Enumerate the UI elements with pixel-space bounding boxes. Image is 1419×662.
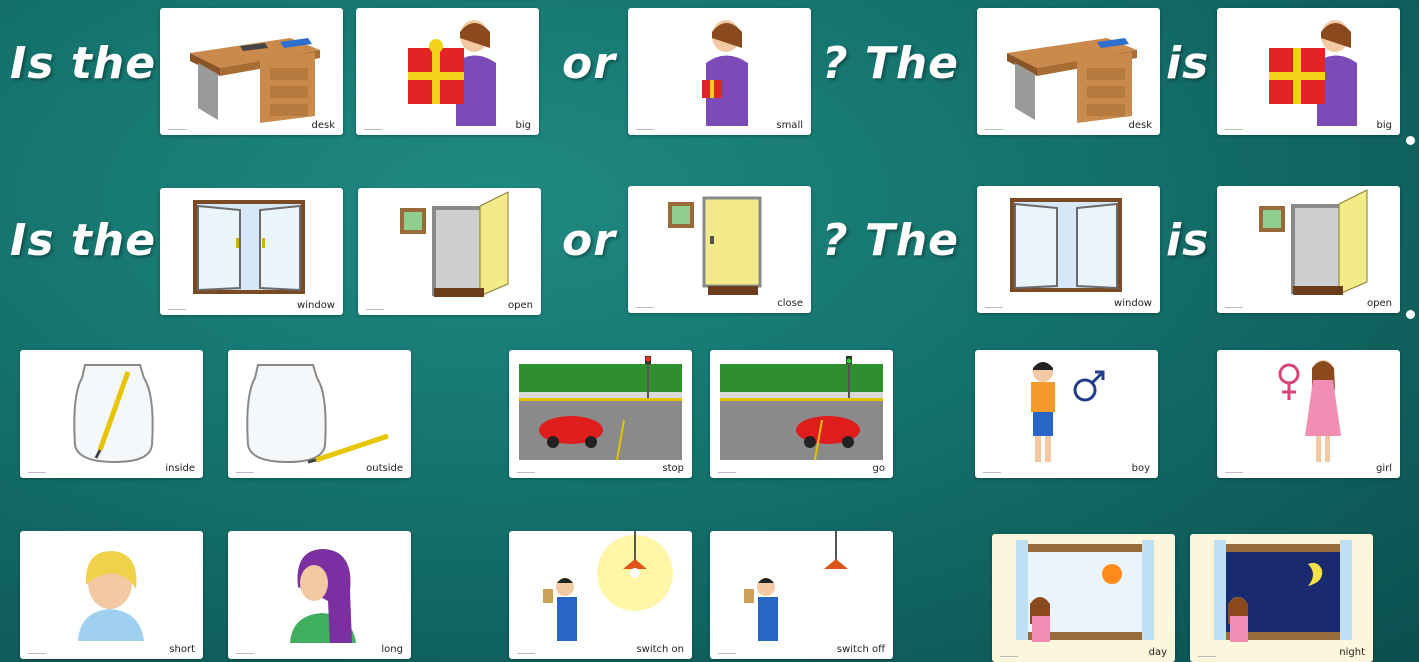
- card-close[interactable]: [628, 186, 811, 313]
- jar-outside-icon: [228, 350, 411, 478]
- card-caption: small: [776, 120, 803, 131]
- desk-icon: [160, 8, 343, 135]
- card-caption: inside: [165, 463, 195, 474]
- closed-door-icon: [628, 186, 811, 313]
- sentence2-or: or: [562, 215, 616, 266]
- card-small[interactable]: [628, 8, 811, 135]
- card-go[interactable]: [710, 350, 893, 478]
- card-mark: [983, 472, 1001, 473]
- card-mark: [1225, 129, 1243, 130]
- card-mark: [1198, 656, 1216, 657]
- big-gift-girl-icon: [1217, 8, 1400, 135]
- sentence1-or: or: [562, 38, 616, 89]
- card-caption: stop: [662, 463, 684, 474]
- card-mark: [364, 129, 382, 130]
- card-desk[interactable]: [160, 8, 343, 135]
- card-window[interactable]: [977, 186, 1160, 313]
- card-caption: boy: [1131, 463, 1150, 474]
- card-caption: outside: [366, 463, 403, 474]
- card-mark: [1225, 307, 1243, 308]
- card-caption: switch off: [836, 644, 885, 655]
- card-mark: [718, 472, 736, 473]
- card-caption: desk: [311, 120, 335, 131]
- girl-icon: [1217, 350, 1400, 478]
- card-mark: [517, 472, 535, 473]
- big-gift-girl-icon: [356, 8, 539, 135]
- card-outside[interactable]: [228, 350, 411, 478]
- small-gift-girl-icon: [628, 8, 811, 135]
- card-caption: switch on: [636, 644, 684, 655]
- period-dot: [1406, 310, 1415, 319]
- card-boy[interactable]: [975, 350, 1158, 478]
- card-short[interactable]: [20, 531, 203, 659]
- night-window-icon: [1190, 534, 1373, 662]
- period-dot: [1406, 136, 1415, 145]
- card-mark: [636, 307, 654, 308]
- card-mark: [28, 653, 46, 654]
- open-door-icon: [358, 188, 541, 315]
- card-caption: big: [515, 120, 531, 131]
- card-mark: [985, 307, 1003, 308]
- card-stop[interactable]: [509, 350, 692, 478]
- card-mark: [366, 309, 384, 310]
- card-caption: go: [872, 463, 885, 474]
- light-on-icon: [509, 531, 692, 659]
- card-caption: close: [777, 298, 803, 309]
- card-mark: [168, 129, 186, 130]
- card-window[interactable]: [160, 188, 343, 315]
- window-icon: [977, 186, 1160, 313]
- jar-inside-icon: [20, 350, 203, 478]
- short-hair-icon: [20, 531, 203, 659]
- sentence1-is: is: [1166, 38, 1210, 89]
- card-mark: [718, 653, 736, 654]
- card-big[interactable]: [1217, 8, 1400, 135]
- card-mark: [517, 653, 535, 654]
- card-caption: window: [297, 300, 335, 311]
- card-caption: open: [508, 300, 533, 311]
- sentence2-the: ? The: [822, 215, 960, 266]
- card-caption: long: [381, 644, 403, 655]
- card-switch-off[interactable]: [710, 531, 893, 659]
- card-mark: [168, 309, 186, 310]
- card-mark: [236, 472, 254, 473]
- card-mark: [28, 472, 46, 473]
- card-caption: desk: [1128, 120, 1152, 131]
- open-door-icon: [1217, 186, 1400, 313]
- day-window-icon: [992, 534, 1175, 662]
- window-icon: [160, 188, 343, 315]
- card-inside[interactable]: [20, 350, 203, 478]
- card-caption: night: [1339, 647, 1365, 658]
- light-off-icon: [710, 531, 893, 659]
- card-long[interactable]: [228, 531, 411, 659]
- sentence1-is-the: Is the: [10, 38, 157, 89]
- card-mark: [1225, 472, 1243, 473]
- card-caption: short: [169, 644, 195, 655]
- card-mark: [636, 129, 654, 130]
- desk-icon: [977, 8, 1160, 135]
- card-caption: big: [1376, 120, 1392, 131]
- card-night[interactable]: [1190, 534, 1373, 662]
- card-caption: day: [1148, 647, 1167, 658]
- card-caption: girl: [1375, 463, 1392, 474]
- sentence1-the: ? The: [822, 38, 960, 89]
- card-switch-on[interactable]: [509, 531, 692, 659]
- sentence2-is-the: Is the: [10, 215, 157, 266]
- card-open[interactable]: [1217, 186, 1400, 313]
- sentence2-is: is: [1166, 215, 1210, 266]
- card-mark: [985, 129, 1003, 130]
- card-mark: [1000, 656, 1018, 657]
- long-hair-icon: [228, 531, 411, 659]
- car-go-icon: [710, 350, 893, 478]
- card-desk[interactable]: [977, 8, 1160, 135]
- card-open[interactable]: [358, 188, 541, 315]
- car-stop-icon: [509, 350, 692, 478]
- boy-icon: [975, 350, 1158, 478]
- card-mark: [236, 653, 254, 654]
- card-girl[interactable]: [1217, 350, 1400, 478]
- card-day[interactable]: [992, 534, 1175, 662]
- card-big[interactable]: [356, 8, 539, 135]
- card-caption: window: [1114, 298, 1152, 309]
- card-caption: open: [1367, 298, 1392, 309]
